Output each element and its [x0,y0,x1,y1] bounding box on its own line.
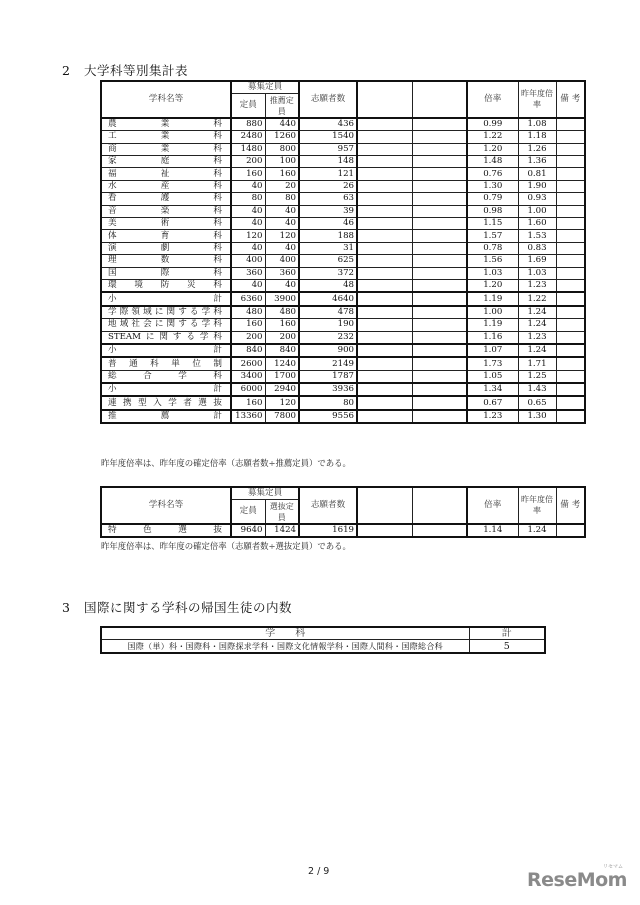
prev-ratio-cell: 1.24 [518,306,556,319]
applicants-cell: 436 [299,118,357,131]
applicants-cell: 46 [299,218,357,230]
ratio-cell: 1.30 [467,180,518,192]
prev-ratio-cell: 1.69 [518,255,556,267]
logo-ruby: リセマム [603,864,623,870]
quota-cell: 6000 [231,383,265,396]
ratio-cell: 0.76 [467,168,518,180]
applicants-cell: 372 [299,267,357,279]
applicants-cell: 900 [299,344,357,357]
prev-ratio-cell: 1.03 [518,267,556,279]
rec-quota-cell: 40 [265,242,299,254]
table-row [101,383,585,396]
header-prev-ratio: 昨年度倍率 [518,81,556,118]
dept-name: 水 産 科 [101,180,231,192]
applicants-cell: 1540 [299,131,357,143]
remarks-cell [556,292,585,305]
prev-ratio-cell: 1.24 [518,319,556,331]
applicants-cell: 2149 [299,357,357,370]
rec-quota-cell: 3900 [265,292,299,305]
blank-cell [412,396,467,409]
header-total: 計 [469,627,545,640]
prev-ratio-cell: 1.08 [518,118,556,131]
table-row [101,230,585,242]
table-row [101,218,585,230]
table-row [101,156,585,168]
table-row [101,344,585,357]
ratio-cell: 0.98 [467,205,518,217]
blank-cell [357,306,412,319]
header-quota-group: 募集定員 [231,81,299,94]
header-prev-ratio: 昨年度倍率 [518,487,556,524]
blank-cell [357,205,412,217]
ratio-cell: 1.03 [467,267,518,279]
quota-cell: 40 [231,279,265,292]
rec-quota-cell: 120 [265,230,299,242]
ratio-cell: 1.48 [467,156,518,168]
rec-quota-cell: 1700 [265,370,299,383]
prev-ratio-cell: 1.53 [518,230,556,242]
dept-name: 音 楽 科 [101,205,231,217]
prev-ratio-cell: 1.26 [518,143,556,155]
remarks-cell [556,230,585,242]
blank-cell [357,396,412,409]
remarks-cell [556,383,585,396]
dept-name: 工 業 科 [101,131,231,143]
header-blank-1 [357,81,412,118]
dept-name: 小 計 [101,383,231,396]
quota-cell: 360 [231,267,265,279]
remarks-cell [556,344,585,357]
blank-cell [412,319,467,331]
quota-cell: 200 [231,156,265,168]
summary-table [100,80,586,424]
quota-cell: 160 [231,396,265,409]
table-row [101,193,585,205]
dept-name: 連 携 型 入 学 者 選 抜 [101,396,231,409]
dept-name: 小 計 [101,292,231,305]
header-remarks: 備 考 [556,487,585,524]
quota-cell: 6360 [231,292,265,305]
quota-cell: 160 [231,319,265,331]
blank-cell [357,143,412,155]
blank-cell [412,156,467,168]
blank-cell [412,357,467,370]
quota-cell: 2480 [231,131,265,143]
applicants-cell: 63 [299,193,357,205]
table-row [101,118,585,131]
applicants-cell: 232 [299,331,357,344]
blank-cell [412,242,467,254]
table-note: 昨年度倍率は、昨年度の確定倍率（志願者数÷選抜定員）である。 [101,541,351,551]
dept-name: 理 数 科 [101,255,231,267]
prev-ratio-cell: 1.23 [518,331,556,344]
prev-ratio-cell: 1.36 [518,156,556,168]
rec-quota-cell: 20 [265,180,299,192]
prev-ratio-cell: 1.25 [518,370,556,383]
blank-cell [412,383,467,396]
remarks-cell [556,331,585,344]
blank-cell [357,193,412,205]
prev-ratio-cell: 1.00 [518,205,556,217]
applicants-cell: 1787 [299,370,357,383]
ratio-cell: 0.67 [467,396,518,409]
blank-cell [357,242,412,254]
prev-ratio-cell: 0.81 [518,168,556,180]
header-quota: 定員 [231,94,265,118]
dept-name: 小 計 [101,344,231,357]
ratio-cell: 1.05 [467,370,518,383]
rec-quota-cell: 480 [265,306,299,319]
blank-cell [412,344,467,357]
header-blank-2 [412,487,467,524]
blank-cell [357,370,412,383]
ratio-cell: 1.22 [467,131,518,143]
blank-cell [357,524,412,537]
page-number: 2 / 9 [308,866,330,877]
blank-cell [357,180,412,192]
blank-cell [412,410,467,423]
prev-ratio-cell: 1.30 [518,410,556,423]
blank-cell [412,292,467,305]
blank-cell [412,143,467,155]
blank-cell [412,205,467,217]
dept-name: 福 祉 科 [101,168,231,180]
remarks-cell [556,143,585,155]
ratio-cell: 1.20 [467,143,518,155]
rec-quota-cell: 160 [265,319,299,331]
quota-cell: 880 [231,118,265,131]
applicants-cell: 80 [299,396,357,409]
quota-cell: 400 [231,255,265,267]
rec-quota-cell: 1240 [265,357,299,370]
remarks-cell [556,396,585,409]
dept-name: 環 境 防 災 科 [101,279,231,292]
quota-cell: 840 [231,344,265,357]
blank-cell [357,344,412,357]
quota-cell: 80 [231,193,265,205]
quota-cell: 120 [231,230,265,242]
ratio-cell: 1.56 [467,255,518,267]
table-row [101,180,585,192]
blank-cell [412,306,467,319]
table-row [101,306,585,319]
dept-name: 農 業 科 [101,118,231,131]
ratio-cell: 1.19 [467,319,518,331]
remarks-cell [556,524,585,537]
quota-cell: 2600 [231,357,265,370]
special-selection-table [100,486,586,538]
blank-cell [412,267,467,279]
header-ratio: 倍率 [467,487,518,524]
blank-cell [412,193,467,205]
ratio-cell: 1.19 [467,292,518,305]
prev-ratio-cell: 1.23 [518,279,556,292]
applicants-cell: 39 [299,205,357,217]
rec-quota-cell: 800 [265,143,299,155]
quota-cell: 480 [231,306,265,319]
applicants-cell: 957 [299,143,357,155]
header-dept: 学科名等 [101,81,231,118]
blank-cell [357,218,412,230]
applicants-cell: 3936 [299,383,357,396]
blank-cell [357,292,412,305]
returnee-table [100,626,546,654]
blank-cell [357,410,412,423]
dept-name: 特 色 選 抜 [101,524,231,537]
prev-ratio-cell: 0.83 [518,242,556,254]
ratio-cell: 0.78 [467,242,518,254]
ratio-cell: 1.20 [467,279,518,292]
blank-cell [357,357,412,370]
header-dept: 学 科 [101,627,469,640]
rec-quota-cell: 40 [265,205,299,217]
ratio-cell: 1.14 [467,524,518,537]
remarks-cell [556,267,585,279]
table-row [101,319,585,331]
blank-cell [357,156,412,168]
header-applicants: 志願者数 [299,81,357,118]
table-row [101,279,585,292]
quota-cell: 40 [231,242,265,254]
table-row [101,205,585,217]
rec-quota-cell: 40 [265,218,299,230]
rec-quota-cell: 1260 [265,131,299,143]
quota-cell: 40 [231,205,265,217]
applicants-cell: 1619 [299,524,357,537]
remarks-cell [556,279,585,292]
blank-cell [412,131,467,143]
rec-quota-cell: 160 [265,168,299,180]
dept-name: 家 庭 科 [101,156,231,168]
prev-ratio-cell: 1.71 [518,357,556,370]
rec-quota-cell: 840 [265,344,299,357]
remarks-cell [556,180,585,192]
prev-ratio-cell: 1.22 [518,292,556,305]
table-row [101,168,585,180]
blank-cell [357,168,412,180]
blank-cell [357,255,412,267]
table-row [101,267,585,279]
blank-cell [357,267,412,279]
dept-name: 美 術 科 [101,218,231,230]
dept-name: STEAM に 関 す る 学 科 [101,331,231,344]
ratio-cell: 1.15 [467,218,518,230]
dept-name: 商 業 科 [101,143,231,155]
dept-name: 地 域 社 会 に 関 す る 学 科 [101,319,231,331]
dept-name: 学 際 領 域 に 関 す る 学 科 [101,306,231,319]
section-number: 3 [62,600,71,615]
table-note: 昨年度倍率は、昨年度の確定倍率（志願者数÷推薦定員）である。 [101,458,351,468]
applicants-cell: 4640 [299,292,357,305]
rec-quota-cell: 100 [265,156,299,168]
remarks-cell [556,370,585,383]
header-quota-group: 募集定員 [231,487,299,500]
table-row [101,396,585,409]
prev-ratio-cell: 1.18 [518,131,556,143]
dept-name: 推 薦 計 [101,410,231,423]
ratio-cell: 1.16 [467,331,518,344]
applicants-cell: 121 [299,168,357,180]
table-row [101,143,585,155]
prev-ratio-cell: 1.43 [518,383,556,396]
applicants-cell: 48 [299,279,357,292]
remarks-cell [556,255,585,267]
table-row [101,131,585,143]
blank-cell [412,255,467,267]
quota-cell: 40 [231,180,265,192]
remarks-cell [556,168,585,180]
applicants-cell: 190 [299,319,357,331]
section-title: 大学科等別集計表 [84,63,189,78]
prev-ratio-cell: 0.93 [518,193,556,205]
remarks-cell [556,410,585,423]
blank-cell [357,230,412,242]
section-3-heading [62,598,292,616]
applicants-cell: 9556 [299,410,357,423]
applicants-cell: 26 [299,180,357,192]
rec-quota-cell: 440 [265,118,299,131]
remarks-cell [556,319,585,331]
blank-cell [412,180,467,192]
header-ratio: 倍率 [467,81,518,118]
rec-quota-cell: 400 [265,255,299,267]
header-blank-1 [357,487,412,524]
total-cell: 5 [469,640,545,653]
prev-ratio-cell: 1.24 [518,344,556,357]
remarks-cell [556,357,585,370]
blank-cell [412,331,467,344]
rec-quota-cell: 2940 [265,383,299,396]
blank-cell [357,279,412,292]
applicants-cell: 188 [299,230,357,242]
table-row [101,370,585,383]
table-row [101,331,585,344]
table-row [101,410,585,423]
remarks-cell [556,218,585,230]
remarks-cell [556,131,585,143]
header-remarks: 備 考 [556,81,585,118]
dept-list: 国際（単）科・国際科・国際探求学科・国際文化情報学科・国際人間科・国際総合科 [101,640,469,653]
section-2-heading [62,61,188,79]
ratio-cell: 1.07 [467,344,518,357]
blank-cell [357,383,412,396]
applicants-cell: 625 [299,255,357,267]
blank-cell [412,168,467,180]
rec-quota-cell: 40 [265,279,299,292]
remarks-cell [556,205,585,217]
blank-cell [412,524,467,537]
header-sel-quota: 選抜定員 [265,500,299,524]
applicants-cell: 478 [299,306,357,319]
applicants-cell: 31 [299,242,357,254]
header-rec-quota: 推薦定員 [265,94,299,118]
rec-quota-cell: 200 [265,331,299,344]
applicants-cell: 148 [299,156,357,168]
ratio-cell: 1.73 [467,357,518,370]
blank-cell [357,331,412,344]
ratio-cell: 0.99 [467,118,518,131]
ratio-cell: 1.57 [467,230,518,242]
quota-cell: 1480 [231,143,265,155]
ratio-cell: 0.79 [467,193,518,205]
rec-quota-cell: 120 [265,396,299,409]
ratio-cell: 1.34 [467,383,518,396]
ratio-cell: 1.00 [467,306,518,319]
header-applicants: 志願者数 [299,487,357,524]
blank-cell [412,230,467,242]
dept-name: 看 護 科 [101,193,231,205]
remarks-cell [556,306,585,319]
section-title: 国際に関する学科の帰国生徒の内数 [84,600,293,615]
remarks-cell [556,242,585,254]
rec-quota-cell: 360 [265,267,299,279]
prev-ratio-cell: 0.65 [518,396,556,409]
rec-quota-cell: 7800 [265,410,299,423]
table-row [101,255,585,267]
resemom-logo: リセマム ReseMom [527,864,627,891]
prev-ratio-cell: 1.24 [518,524,556,537]
quota-cell: 160 [231,168,265,180]
blank-cell [412,218,467,230]
table-row [101,292,585,305]
blank-cell [412,279,467,292]
prev-ratio-cell: 1.90 [518,180,556,192]
quota-cell: 40 [231,218,265,230]
quota-cell: 3400 [231,370,265,383]
blank-cell [412,370,467,383]
header-quota: 定員 [231,500,265,524]
blank-cell [357,319,412,331]
quota-cell: 200 [231,331,265,344]
header-dept: 学科名等 [101,487,231,524]
dept-name: 総 合 学 科 [101,370,231,383]
ratio-cell: 1.23 [467,410,518,423]
dept-name: 国 際 科 [101,267,231,279]
remarks-cell [556,156,585,168]
remarks-cell [556,193,585,205]
remarks-cell [556,118,585,131]
header-blank-2 [412,81,467,118]
section-number: 2 [62,63,71,78]
table-row [101,242,585,254]
quota-cell: 13360 [231,410,265,423]
dept-name: 体 育 科 [101,230,231,242]
blank-cell [357,118,412,131]
rec-quota-cell: 80 [265,193,299,205]
table-row [101,524,585,537]
blank-cell [357,131,412,143]
sel-quota-cell: 1424 [265,524,299,537]
table-row [101,357,585,370]
dept-name: 演 劇 科 [101,242,231,254]
quota-cell: 9640 [231,524,265,537]
dept-name: 普 通 科 単 位 制 [101,357,231,370]
blank-cell [412,118,467,131]
prev-ratio-cell: 1.60 [518,218,556,230]
